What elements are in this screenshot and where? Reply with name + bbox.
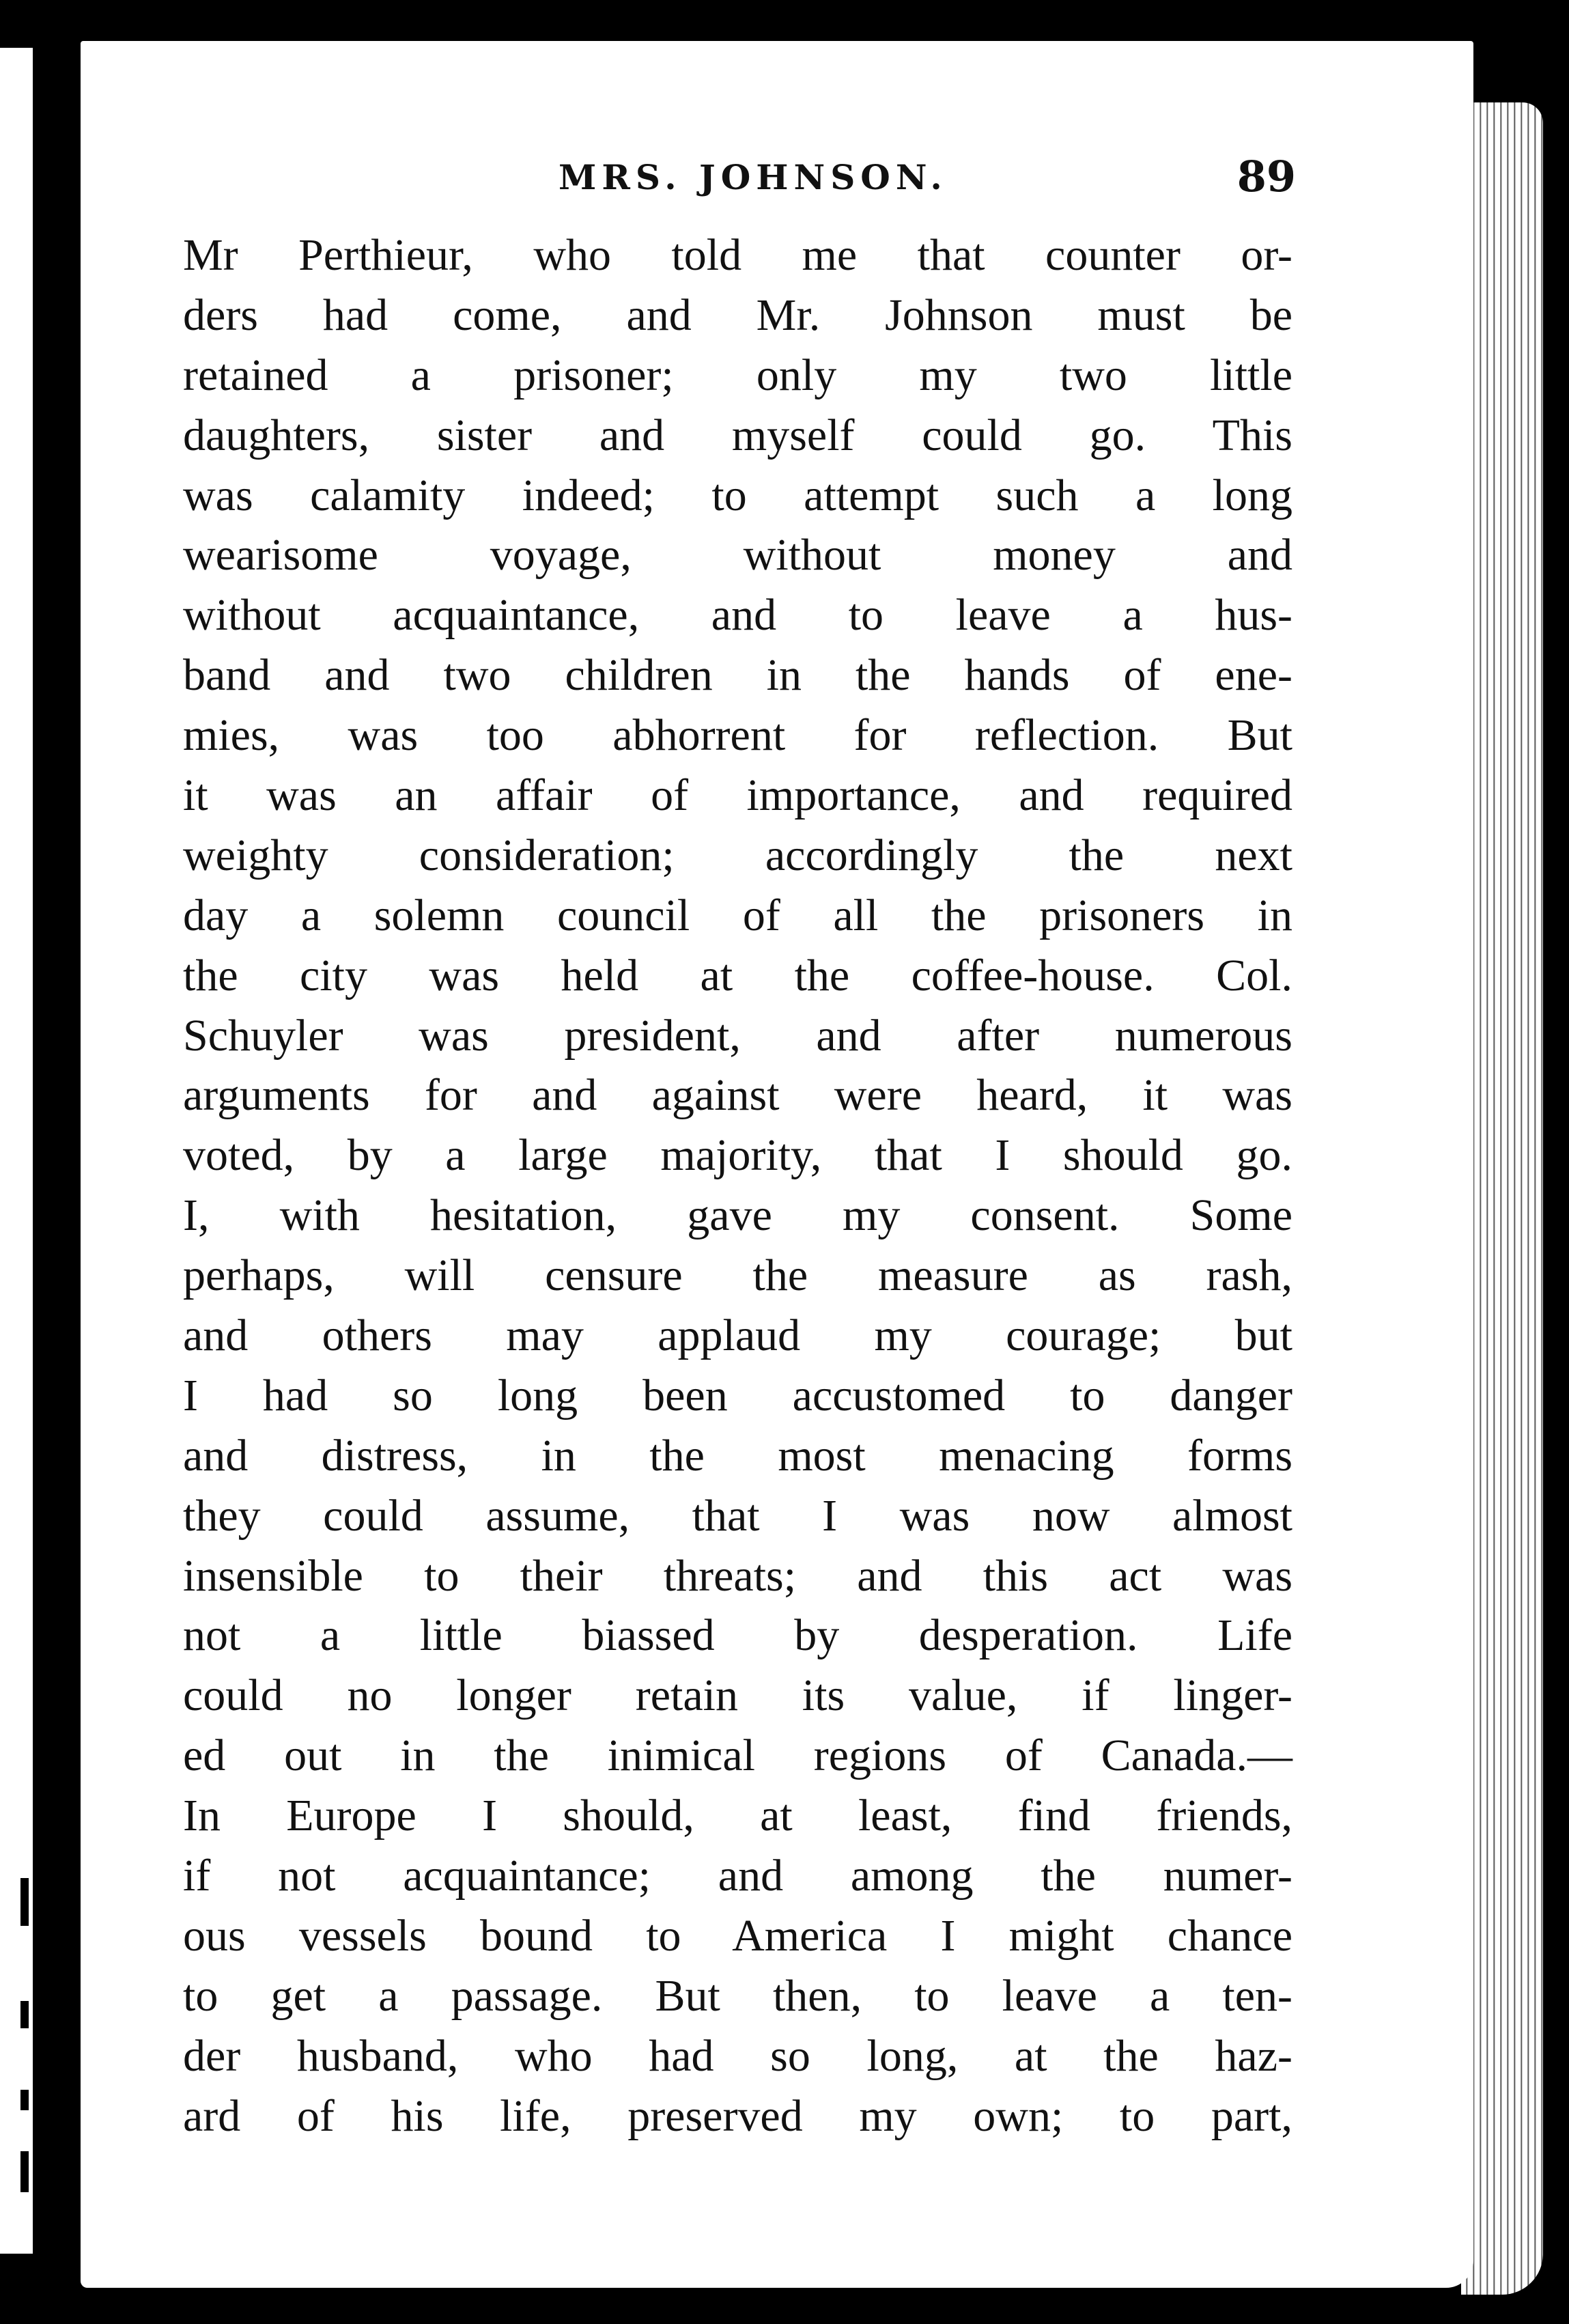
text-line: day a solemn council of all the prisoners in (183, 890, 1292, 940)
text-line: retained a prisoner; only my two little (183, 350, 1292, 400)
text-line: perhaps, will censure the measure as rash, (183, 1250, 1292, 1301)
text-line: mies, was too abhorrent for reflection. But (183, 710, 1292, 761)
text-line: daughters, sister and myself could go. This (183, 410, 1292, 460)
text-line: Mr Perthieur, who told me that counter or- (183, 230, 1292, 280)
text-line: the city was held at the coffee-house. Col. (183, 950, 1292, 1000)
text-line: to get a passage. But then, to leave a ten- (183, 1970, 1292, 2021)
text-line: if not acquaintance; and among the numer- (183, 1851, 1292, 1901)
text-line: I, with hesitation, gave my consent. Some (183, 1190, 1292, 1241)
text-line: der husband, who had so long, at the haz- (183, 2030, 1292, 2081)
page-edges (1461, 102, 1543, 2295)
text-line: insensible to their threats; and this act was (183, 1550, 1292, 1601)
text-line: and distress, in the most menacing forms (183, 1430, 1292, 1481)
text-line: it was an affair of importance, and required (183, 770, 1292, 821)
text-line: arguments for and against were heard, it was (183, 1070, 1292, 1121)
text-line: weighty consideration; accordingly the next (183, 830, 1292, 880)
page-header (559, 152, 1296, 213)
text-line: ders had come, and Mr. Johnson must be (183, 290, 1292, 340)
text-line: was calamity indeed; to attempt such a long (183, 470, 1292, 520)
previous-page-edge (0, 48, 33, 2254)
body-text (183, 225, 1292, 2146)
text-line: ed out in the inimical regions of Canada.— (183, 1731, 1292, 1781)
text-line: ous vessels bound to America I might chance (183, 1910, 1292, 1961)
page-number: 89 (1236, 152, 1296, 201)
text-line: ard of his life, preserved my own; to part, (183, 2090, 1292, 2141)
text-line: without acquaintance, and to leave a hus- (183, 590, 1292, 641)
running-head: MRS. JOHNSON. (559, 157, 948, 197)
text-line: voted, by a large majority, that I should go. (183, 1130, 1292, 1181)
text-line: they could assume, that I was now almost (183, 1490, 1292, 1541)
text-line: and others may applaud my courage; but (183, 1311, 1292, 1361)
text-line: could no longer retain its value, if linger- (183, 1670, 1292, 1721)
text-line: Schuyler was president, and after numerous (183, 1010, 1292, 1061)
text-line: not a little biassed by desperation. Life (183, 1610, 1292, 1661)
text-line: band and two children in the hands of ene- (183, 650, 1292, 701)
text-line: I had so long been accustomed to danger (183, 1370, 1292, 1420)
text-line: wearisome voyage, without money and (183, 530, 1292, 580)
text-line: In Europe I should, at least, find friends, (183, 1791, 1292, 1841)
